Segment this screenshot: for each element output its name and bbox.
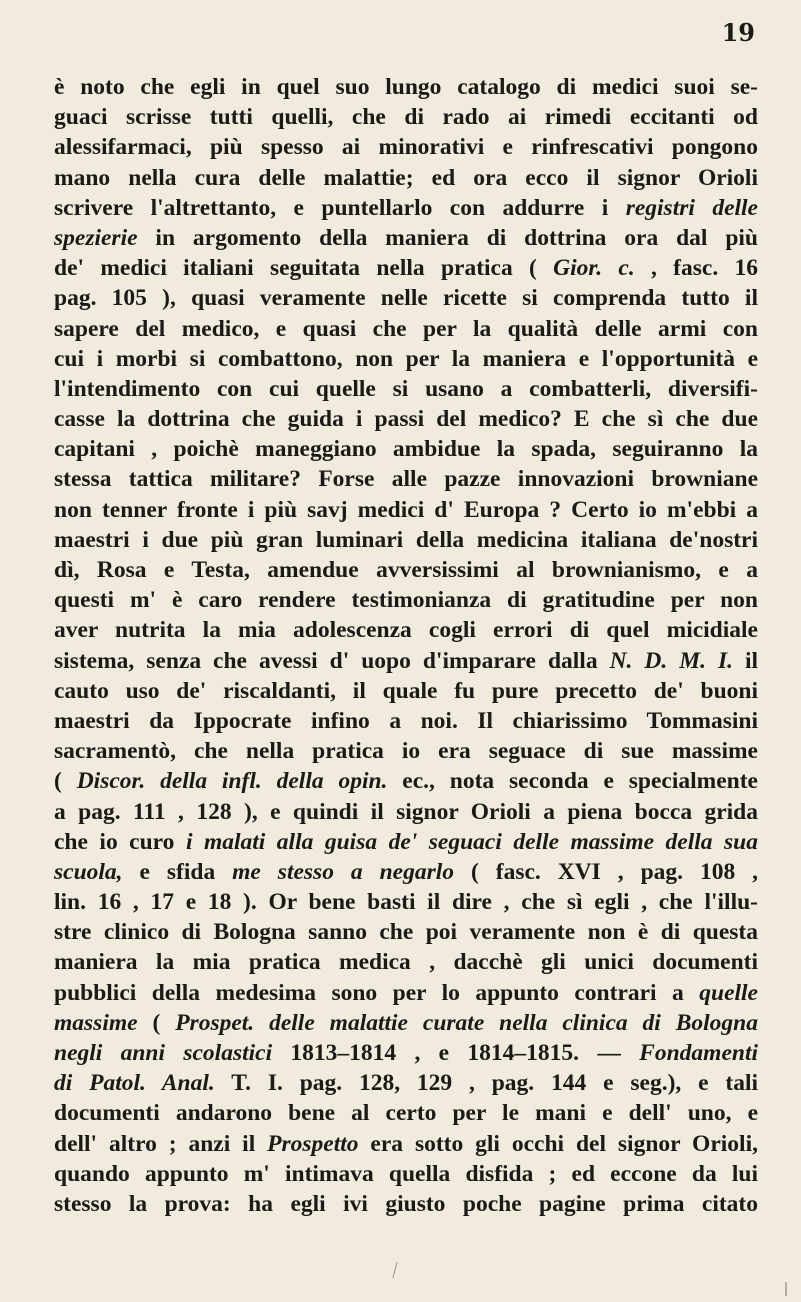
text-segment: stessa tattica militare? Forse alle pazze innovazioni browniane [54, 466, 758, 493]
text-segment: lin. 16 , 17 e 18 ). Or bene basti il dire , che sì egli , che l'illu- [54, 889, 758, 916]
text-line [54, 344, 758, 374]
stray-mark [393, 1262, 397, 1278]
text-segment: il [732, 647, 758, 674]
text-segment: dell' altro ; anzi il [54, 1130, 268, 1157]
text-segment: non tenner fronte i più savj medici d' Europa ? Certo io m'ebbi a [54, 496, 758, 523]
text-segment: de' medici italiani seguitata nella pratica ( [54, 255, 554, 282]
text-line [54, 978, 758, 1008]
text-line [54, 495, 758, 525]
text-segment: dì, Rosa e Testa, amendue avversissimi al brownianismo, e a [54, 557, 758, 583]
text-segment: pag. 105 ), quasi veramente nelle ricette si comprenda tutto il [54, 285, 758, 312]
text-line [54, 1159, 758, 1189]
text-line [54, 374, 758, 404]
text-segment: stesso la prova: ha egli ivi giusto poche pagine prima citato [54, 1190, 758, 1217]
text-segment: aver nutrita la mia adolescenza cogli errori di quel micidiale [54, 617, 758, 644]
text-segment: e sfida [122, 858, 233, 885]
italic-segment: spezierie [54, 224, 138, 251]
text-segment: è noto che egli in quel suo lungo catalogo di medici suoi se- [54, 74, 758, 100]
text-segment: l'intendimento con cui quelle si usano a combatterli, diversifi- [54, 375, 758, 402]
text-segment: scrivere l'altrettanto, e puntellarlo con addurre i [54, 194, 626, 221]
text-segment: sistema, senza che avessi d' uopo d'imparare dalla [54, 647, 610, 674]
text-line [54, 917, 758, 947]
text-segment: maniera la mia pratica medica , dacchè gli unici documenti [54, 949, 758, 976]
italic-segment: registri delle [625, 194, 758, 221]
italic-segment: negli anni scolastici [54, 1040, 273, 1066]
text-segment: documenti andarono bene al certo per le mani e dell' uno, e [54, 1100, 758, 1127]
text-line [54, 102, 758, 132]
text-segment: capitani , poichè maneggiano ambidue la spada, seguiranno la [54, 436, 758, 463]
text-segment: alessifarmaci, più spesso ai minorativi e rinfrescativi pongono [54, 134, 758, 161]
text-line [54, 887, 758, 917]
text-line [54, 1008, 758, 1038]
text-segment: 1813–1814 , e 1814–1815. — [272, 1040, 640, 1066]
italic-segment: Prospet. delle malattie curate nella clinica di Bologna [175, 1009, 758, 1036]
text-segment: , fasc. 16 [634, 255, 758, 282]
text-line [54, 163, 758, 193]
text-segment: pubblici della medesima sono per lo appunto contrari a [54, 979, 700, 1006]
text-line [54, 766, 758, 796]
text-segment: guaci scrisse tutti quelli, che di rado ai rimedi eccitanti od [54, 104, 758, 131]
text-line [54, 253, 758, 283]
italic-segment: massime [54, 1009, 138, 1036]
text-line [54, 404, 758, 434]
italic-segment: Discor. della infl. della opin. [76, 768, 388, 795]
text-segment: ( [137, 1009, 176, 1036]
text-line [54, 283, 758, 313]
text-line [54, 646, 758, 676]
italic-segment: scuola, [54, 858, 123, 885]
italic-segment: Prospetto [267, 1130, 359, 1157]
italic-segment: N. D. M. I. [609, 647, 733, 674]
text-segment: sapere del medico, e quasi che per la qualità delle armi con [54, 315, 758, 342]
text-line [54, 1038, 758, 1068]
text-segment: stre clinico di Bologna sanno che poi veramente non è di questa [54, 919, 758, 946]
text-line [54, 434, 758, 464]
text-segment: era sotto gli occhi del signor Orioli, [358, 1130, 758, 1157]
text-line [54, 223, 758, 253]
text-segment: cauto uso de' riscaldanti, il quale fu pure precetto de' buoni [54, 677, 758, 704]
text-line [54, 827, 758, 857]
text-line [54, 706, 758, 736]
italic-segment: Fondamenti [639, 1040, 759, 1066]
text-segment: mano nella cura delle malattie; ed ora ecco il signor Orioli [54, 164, 758, 191]
text-segment: ( [54, 768, 77, 795]
text-line [54, 525, 758, 555]
text-line [54, 585, 758, 615]
text-segment: T. I. pag. 128, 129 , pag. 144 e seg.), e tali [214, 1070, 759, 1097]
text-line [54, 797, 758, 827]
body-text [54, 72, 758, 1219]
text-segment: sacramentò, che nella pratica io era seguace di sue massime [54, 738, 758, 765]
text-line [54, 555, 758, 585]
page-number: 19 [721, 18, 755, 47]
text-line [54, 464, 758, 494]
italic-segment: me stesso a negarlo [232, 858, 455, 885]
italic-segment: quelle [699, 979, 758, 1006]
text-segment: ( fasc. XVI , pag. 108 , [454, 858, 759, 885]
text-line [54, 676, 758, 706]
text-segment: maestri da Ippocrate infino a noi. Il chiarissimo Tommasini [54, 707, 758, 734]
text-line [54, 1098, 758, 1128]
text-segment: in argomento della maniera di dottrina ora dal più [137, 224, 758, 251]
text-line [54, 615, 758, 645]
text-line [54, 72, 758, 102]
text-line [54, 736, 758, 766]
italic-segment: di Patol. Anal. [54, 1070, 215, 1097]
text-line [54, 314, 758, 344]
text-line [54, 857, 758, 887]
text-line [54, 193, 758, 223]
text-line [54, 132, 758, 162]
text-segment: questi m' è caro rendere testimonianza di gratitudine per non [54, 587, 758, 614]
text-segment: cui i morbi si combattono, non per la maniera e l'opportunità e [54, 345, 758, 372]
text-segment: quando appunto m' intimava quella disfida ; ed eccone da lui [54, 1160, 758, 1187]
text-segment: maestri i due più gran luminari della medicina italiana de'nostri [54, 526, 758, 553]
italic-segment: Gior. c. [553, 255, 635, 282]
text-line [54, 1068, 758, 1098]
text-segment: che io curo [54, 828, 186, 855]
text-line [54, 1129, 758, 1159]
text-segment: casse la dottrina che guida i passi del medico? E che sì che due [54, 406, 758, 433]
text-segment: ec., nota seconda e specialmente [387, 768, 758, 795]
text-line [54, 1189, 758, 1219]
text-line [54, 947, 758, 977]
italic-segment: i malati alla guisa de' seguaci delle massime della sua [185, 828, 759, 855]
text-segment: a pag. 111 , 128 ), e quindi il signor Orioli a piena bocca grida [54, 798, 758, 825]
